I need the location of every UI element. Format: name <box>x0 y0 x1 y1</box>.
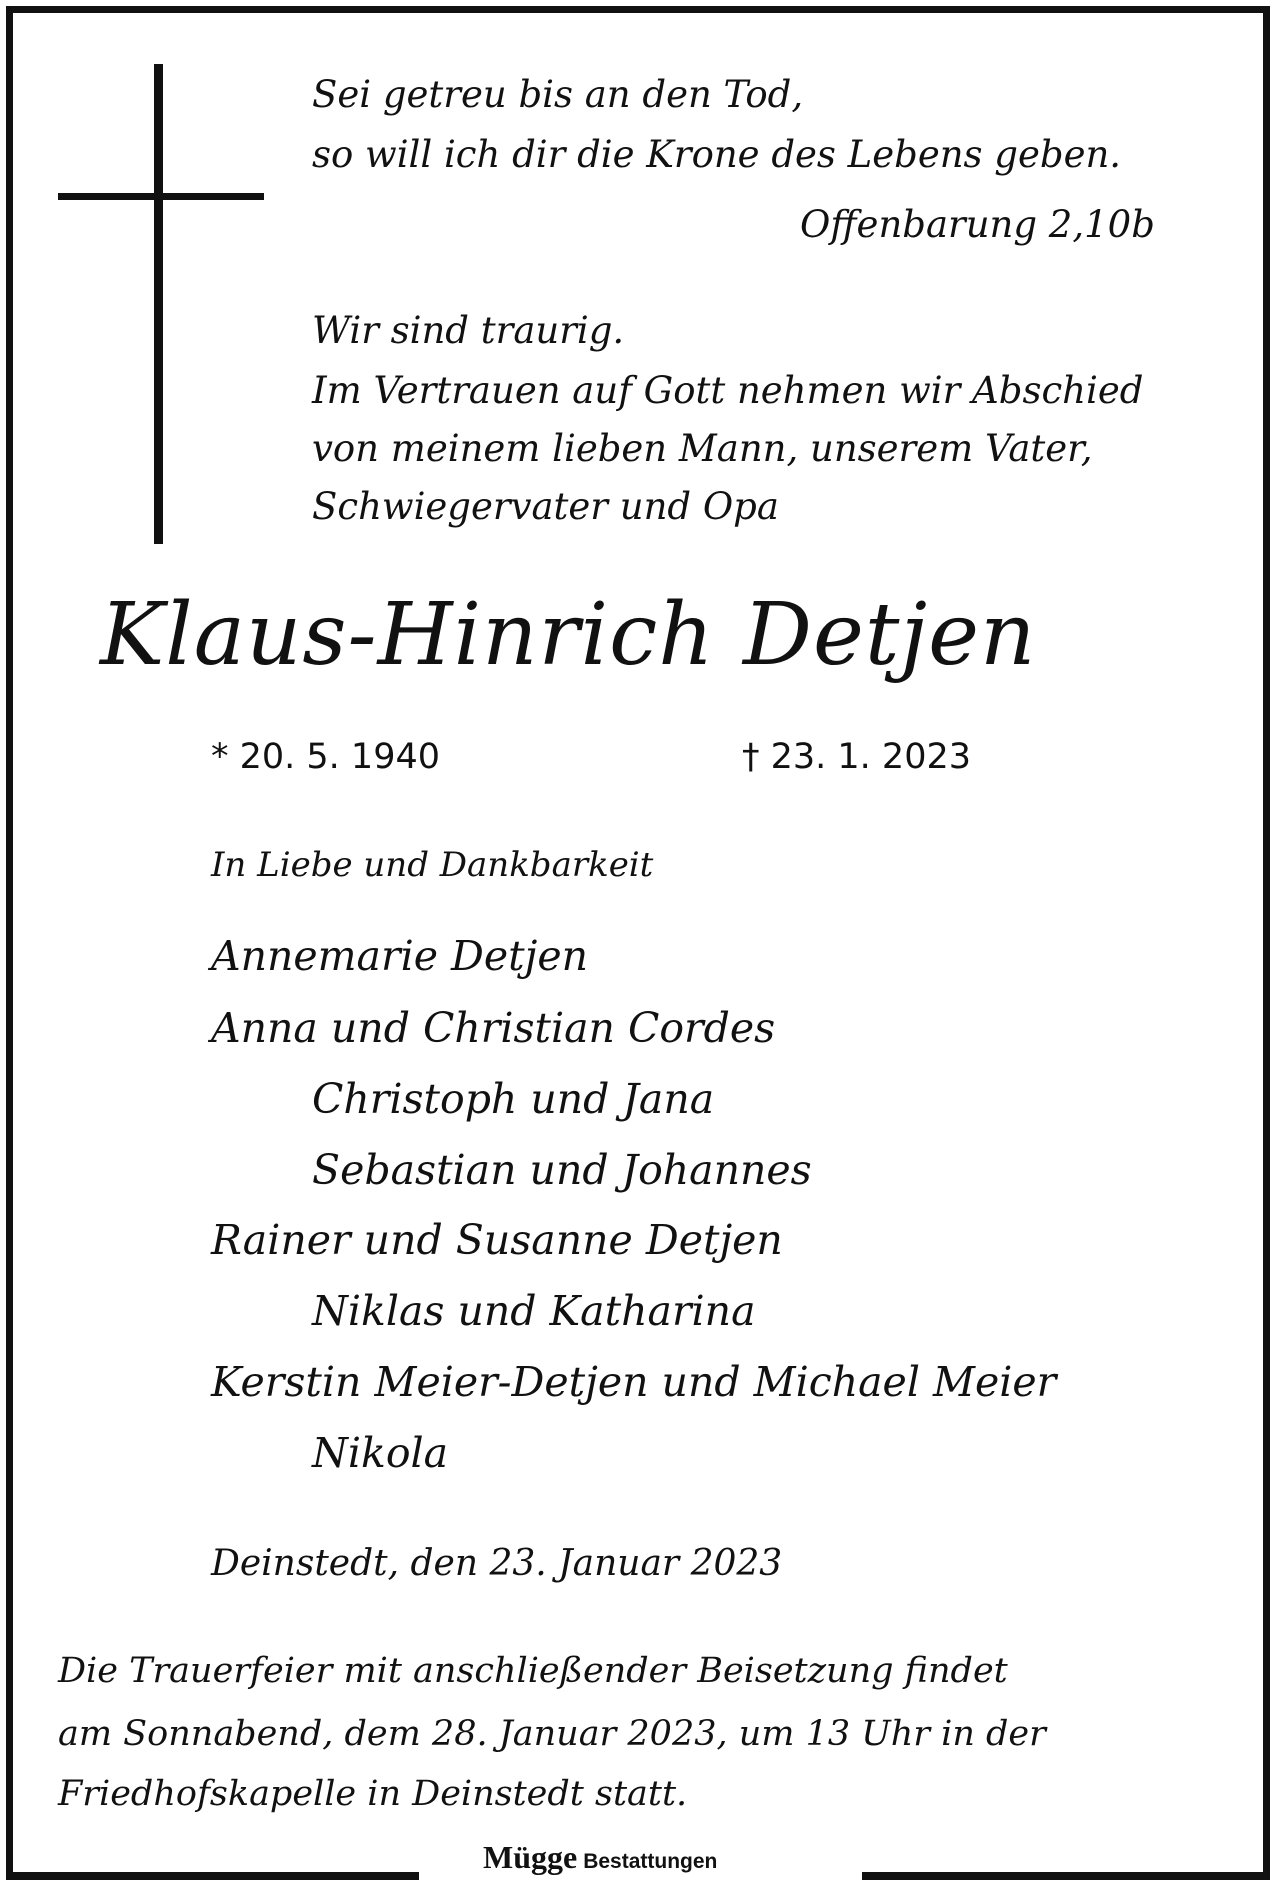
bottom-rule-right <box>862 1872 1270 1880</box>
mourner-line: Kerstin Meier-Detjen und Michael Meier <box>211 1358 1057 1406</box>
intro-line-4: Schwiegervater und Opa <box>312 485 779 528</box>
service-line-3: Friedhofskapelle in Deinstedt statt. <box>58 1774 688 1814</box>
cross-icon-horizontal-bar <box>58 193 264 200</box>
service-line-2: am Sonnabend, dem 28. Januar 2023, um 13 Uhr in der <box>58 1714 1046 1754</box>
undertaker-suffix: Bestattungen <box>583 1850 718 1873</box>
mourner-line: Anna und Christian Cordes <box>211 1004 776 1052</box>
undertaker-signature <box>483 1841 717 1873</box>
notice-border <box>6 6 1270 1878</box>
place-date: Deinstedt, den 23. Januar 2023 <box>211 1543 783 1584</box>
mourner-line: Annemarie Detjen <box>211 932 589 980</box>
mourner-line: Rainer und Susanne Detjen <box>211 1216 783 1264</box>
verse-reference: Offenbarung 2,10b <box>800 203 1155 246</box>
deceased-name: Klaus-Hinrich Detjen <box>100 585 1037 685</box>
verse-line-2: so will ich dir die Krone des Lebens geben. <box>312 133 1122 176</box>
intro-line-3: von meinem lieben Mann, unserem Vater, <box>312 427 1093 470</box>
bottom-rule-left <box>6 1872 419 1880</box>
undertaker-brand: Mügge <box>483 1839 578 1875</box>
mourners-heading: In Liebe und Dankbarkeit <box>211 845 654 885</box>
cross-icon-vertical-bar <box>154 64 163 544</box>
mourner-line: Christoph und Jana <box>312 1075 715 1123</box>
intro-line-2: Im Vertrauen auf Gott nehmen wir Abschied <box>312 369 1144 412</box>
death-date: † 23. 1. 2023 <box>742 737 972 777</box>
birth-date: * 20. 5. 1940 <box>211 737 441 777</box>
intro-line-1: Wir sind traurig. <box>312 309 625 352</box>
verse-line-1: Sei getreu bis an den Tod, <box>312 73 804 116</box>
mourner-line: Nikola <box>312 1429 449 1477</box>
mourner-line: Niklas und Katharina <box>312 1287 756 1335</box>
service-line-1: Die Trauerfeier mit anschließender Beisetzung findet <box>58 1651 1008 1691</box>
mourner-line: Sebastian und Johannes <box>312 1146 812 1194</box>
